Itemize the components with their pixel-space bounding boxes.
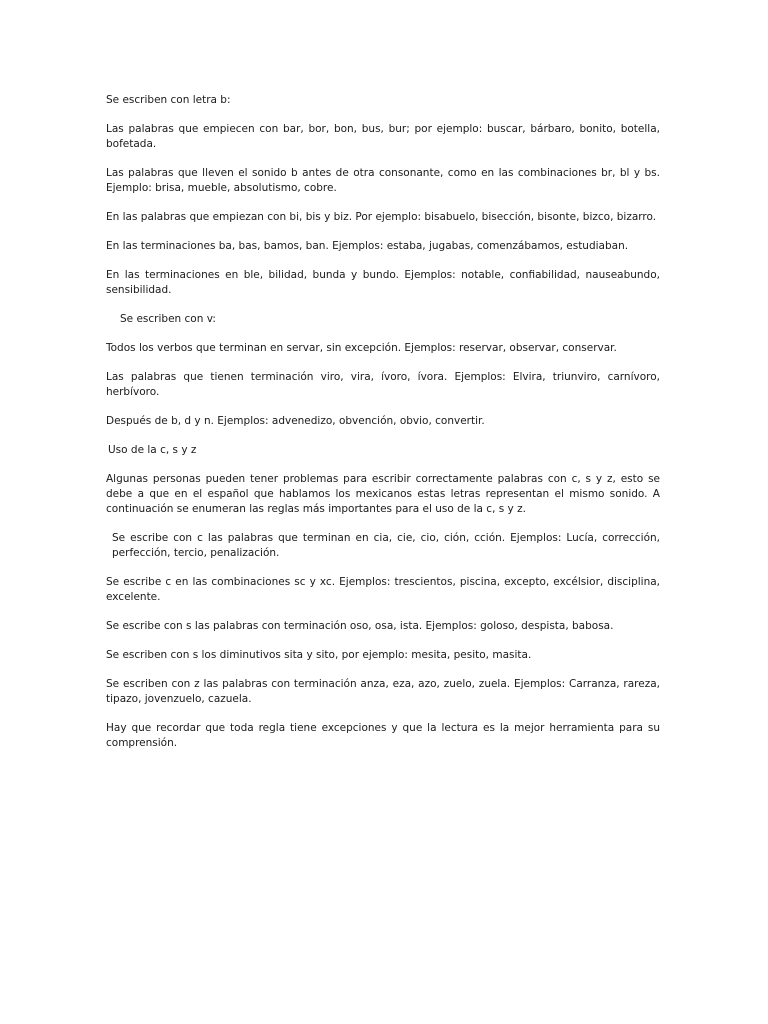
heading-letra-v: Se escriben con v:	[120, 313, 216, 325]
heading-letra-b: Se escriben con letra b:	[106, 94, 231, 106]
rule-s-oso-ista: Se escribe con s las palabras con terminación oso, osa, ista. Ejemplos: goloso, despista, babosa.	[106, 620, 614, 632]
rule-v-viro: Las palabras que tienen terminación viro, vira, ívoro, ívora. Ejemplos: Elvira, triunviro, carnívoro, herbívoro.	[106, 371, 660, 398]
rule-b-prefixes: Las palabras que empiecen con bar, bor, bon, bus, bur; por ejemplo: buscar, bárbaro, bonito, botella, bofetada.	[106, 123, 660, 150]
heading-uso-c-s-z: Uso de la c, s y z	[108, 444, 197, 456]
rule-c-cia-cion: Se escribe con c las palabras que terminan en cia, cie, cio, ción, cción. Ejemplos: Lucía, corrección, perfección, tercio, penalización.	[112, 532, 660, 559]
rule-s-diminutivos: Se escriben con s los diminutivos sita y sito, por ejemplo: mesita, pesito, masita.	[106, 649, 532, 661]
rule-b-bi-bis-biz: En las palabras que empiezan con bi, bis y biz. Por ejemplo: bisabuelo, bisección, bisonte, bizco, bizarro.	[106, 211, 657, 223]
rule-b-endings-ba: En las terminaciones ba, bas, bamos, ban. Ejemplos: estaba, jugabas, comenzábamos, estudiaban.	[106, 240, 629, 252]
rule-b-endings-ble: En las terminaciones en ble, bilidad, bunda y bundo. Ejemplos: notable, confiabilidad, nauseabundo, sensibilidad.	[106, 269, 660, 296]
rule-b-consonant: Las palabras que lleven el sonido b antes de otra consonante, como en las combinaciones br, bl y bs. Ejemplo: brisa, mueble, absolutismo, cobre.	[106, 167, 660, 194]
intro-c-s-z: Algunas personas pueden tener problemas para escribir correctamente palabras con c, s y z, esto se debe a que en el español que hablamos los mexicanos estas letras representan el mismo sonido. A continuación se enumeran las reglas más importantes para el uso de la c, s y z.	[106, 473, 660, 515]
rule-z-anza: Se escriben con z las palabras con terminación anza, eza, azo, zuelo, zuela. Ejemplos: Carranza, rareza, tipazo, jovenzuelo, cazuela.	[106, 678, 660, 705]
document-body	[106, 93, 660, 765]
rule-v-after-bdn: Después de b, d y n. Ejemplos: advenedizo, obvención, obvio, convertir.	[106, 415, 485, 427]
closing-note: Hay que recordar que toda regla tiene excepciones y que la lectura es la mejor herramienta para su comprensión.	[106, 722, 660, 749]
rule-v-servar: Todos los verbos que terminan en servar, sin excepción. Ejemplos: reservar, observar, conservar.	[106, 342, 617, 354]
rule-c-sc-xc: Se escribe c en las combinaciones sc y xc. Ejemplos: trescientos, piscina, excepto, excélsior, disciplina, excelente.	[106, 576, 660, 603]
